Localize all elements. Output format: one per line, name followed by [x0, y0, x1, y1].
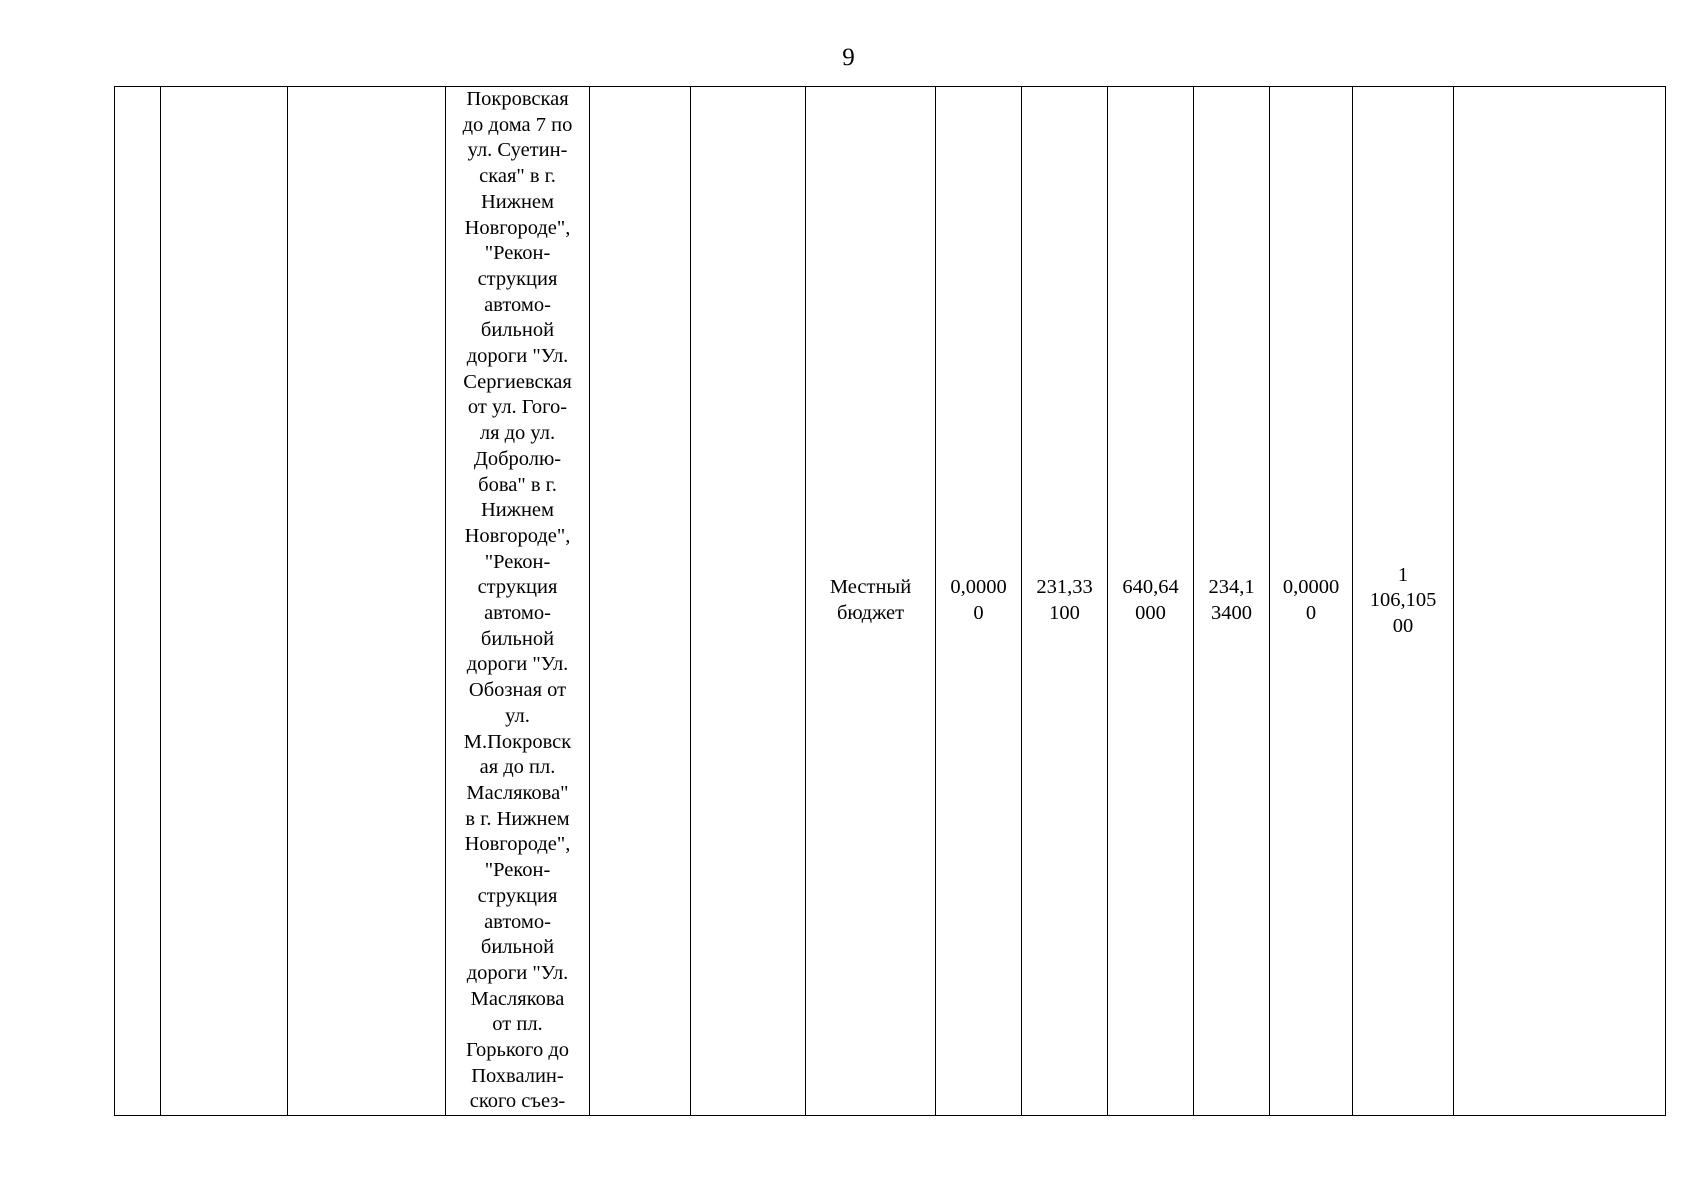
description-line: автомо- [484, 293, 551, 316]
description-line: Нижнем [481, 190, 554, 213]
description-line: дороги "Ул. [466, 961, 569, 984]
value-line: 0,0000 [1282, 576, 1340, 599]
value-line: 0,0000 [950, 576, 1007, 599]
description-line: Новгороде", [464, 216, 571, 239]
value-line: 3400 [1211, 602, 1252, 625]
value-line: 640,64 [1122, 576, 1179, 599]
description-line: автомо- [484, 602, 551, 625]
cell-value-2 [1022, 87, 1108, 1116]
description-line: М.Покровск [463, 730, 572, 753]
table-row [115, 87, 1666, 1116]
cell-program [161, 87, 288, 1116]
description-line: бильной [480, 936, 555, 959]
description-line: ая до пл. [479, 756, 556, 779]
description-line: Новгороде", [464, 833, 571, 856]
description-line: Сергиевская [463, 370, 572, 393]
description-line: струкция [477, 267, 558, 290]
value-line: 000 [1135, 602, 1166, 625]
description-line: ского съез- [469, 1090, 566, 1113]
funding-source-line: Местный [829, 576, 912, 599]
description-line: "Рекон- [484, 859, 551, 882]
cell-funding-source [806, 87, 936, 1116]
cell-notes [1454, 87, 1666, 1116]
description-line: Горького до [465, 1039, 570, 1062]
cell-value-4 [1194, 87, 1270, 1116]
description-line: бильной [480, 319, 555, 342]
value-line: 106,105 [1369, 589, 1437, 612]
value-line: 100 [1049, 602, 1080, 625]
description-line: Маслякова" [466, 781, 569, 804]
cell-executor [590, 87, 691, 1116]
description-line: Новгороде", [464, 524, 571, 547]
description-line: Добролю- [473, 447, 562, 470]
cell-value-5 [1270, 87, 1353, 1116]
description-line: до дома 7 по [462, 113, 573, 136]
description-line: дороги "Ул. [466, 345, 569, 368]
description-line: Покровская [466, 88, 569, 110]
description-line: бова" в г. [478, 473, 557, 496]
description-line: от ул. Гого- [467, 396, 568, 419]
description-line: ская" в г. [479, 165, 556, 188]
description-line: в г. Нижнем [465, 807, 570, 830]
description-line: ля до ул. [479, 422, 556, 445]
value-line: 0 [1305, 602, 1317, 625]
cell-object-description [446, 87, 590, 1116]
page-number: 9 [842, 44, 855, 71]
description-line: автомо- [484, 910, 551, 933]
value-line: 0 [973, 602, 984, 625]
description-line: бильной [480, 627, 555, 650]
value-line: 00 [1392, 614, 1414, 637]
cell-value-1 [936, 87, 1022, 1116]
description-line: "Рекон- [484, 550, 551, 573]
description-line: струкция [477, 576, 558, 599]
description-line: ул. Суетин- [467, 139, 568, 162]
cell-value-3 [1108, 87, 1194, 1116]
funding-source-line: бюджет [836, 602, 905, 625]
description-line: Похвалин- [471, 1064, 564, 1087]
description-line: от пл. [492, 1013, 543, 1036]
cell-value-total [1353, 87, 1454, 1116]
budget-table [114, 86, 1666, 1116]
description-line: ул. [505, 704, 530, 727]
description-line: Обозная от [468, 679, 567, 702]
description-line: "Рекон- [484, 242, 551, 265]
description-line: дороги "Ул. [466, 653, 569, 676]
value-line: 234,1 [1208, 576, 1255, 599]
description-line: Нижнем [481, 499, 554, 522]
description-line: Маслякова [470, 987, 565, 1010]
cell-period [691, 87, 806, 1116]
value-line: 1 [1397, 563, 1409, 586]
cell-number [115, 87, 161, 1116]
value-line: 231,33 [1036, 576, 1093, 599]
cell-subprogram [288, 87, 446, 1116]
description-line: струкция [477, 884, 558, 907]
